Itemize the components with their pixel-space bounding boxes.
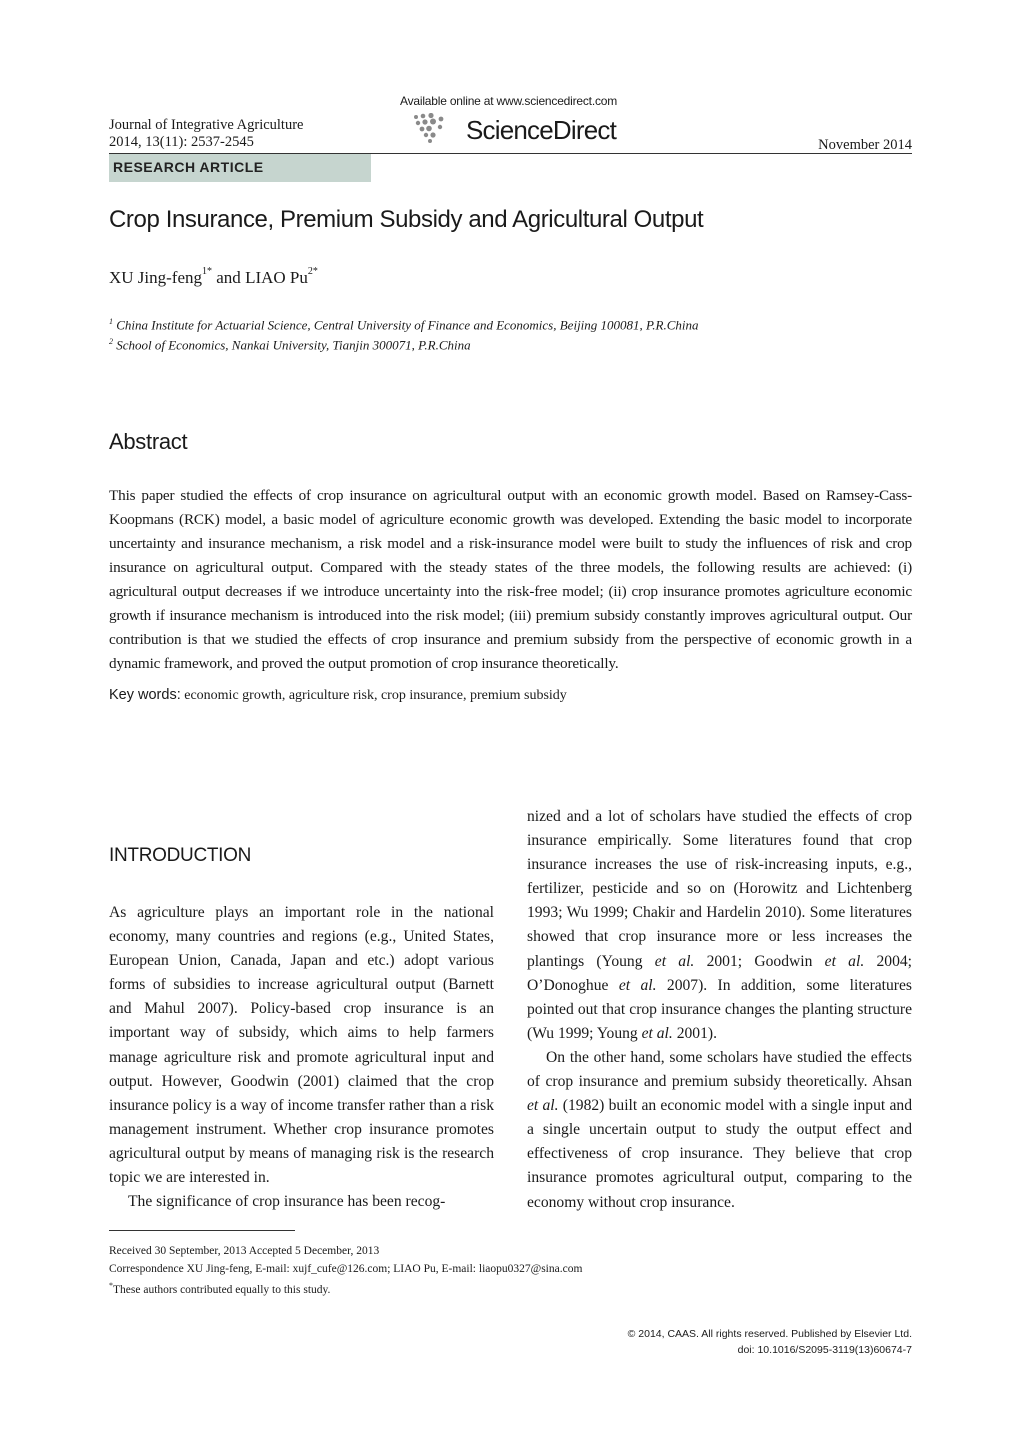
affiliation-number: 1 — [109, 317, 113, 326]
affiliation-1 — [109, 317, 699, 333]
introduction-heading: INTRODUCTION — [109, 845, 252, 866]
affiliation-2 — [109, 337, 471, 353]
publication-date: November 2014 — [818, 137, 912, 153]
text-run: 2001). — [672, 1024, 717, 1042]
paragraph: The significance of crop insurance has been recog- — [128, 1193, 446, 1211]
journal-issue: 2014, 13(11): 2537-2545 — [109, 134, 254, 150]
paragraph: As agriculture plays an important role in the national economy, many countries and regions (e.g., United States, European Union, Canada, Japan and etc.) adopt various forms of subsidies to increase agricultural output (Barnett and Mahul 2007). Policy-based crop insurance is an important way of subsidy, which aims to help farmers manage agriculture risk and promote agricultural input and output. However, Goodwin (2001) claimed that the crop insurance policy is a way of income transfer rather than a risk management instrument. Whether crop insurance promotes agricultural output by means of managing risk is the research topic we are interested in. — [109, 904, 494, 1187]
doi: doi: 10.1016/S2095-3119(13)60674-7 — [737, 1344, 912, 1356]
author-affiliation-marker: 1* — [202, 266, 213, 278]
et-al: et al. — [654, 952, 695, 970]
available-online-text: Available online at www.sciencedirect.com — [400, 94, 618, 108]
author-name: XU Jing-feng — [109, 268, 203, 287]
text-run: 2004; O’Donoghue — [527, 952, 912, 994]
abstract-heading: Abstract — [109, 429, 188, 454]
paragraph — [527, 1046, 912, 1215]
et-al: et al. — [527, 1097, 559, 1115]
sciencedirect-logo-icon — [412, 113, 452, 145]
journal-name: Journal of Integrative Agriculture — [109, 117, 304, 133]
text-run: nized and a lot of scholars have studied the effects of crop insurance empirically. Some literatures found that crop insurance increases the use of risk-increasing inputs, e.g., fertilizer, pesticide and so on (Horowitz and Lichtenberg 1993; Wu 1999; Chakir and Hardelin 2010). Some literatures showed that crop insurance more or less increases the plantings (Young — [527, 808, 912, 970]
keywords-label: Key words: — [109, 687, 181, 703]
affiliation-text: China Institute for Actuarial Science, Central University of Finance and Economics, Beijing 100081, P.R.China — [116, 317, 699, 333]
keywords-list: economic growth, agriculture risk, crop insurance, premium subsidy — [180, 688, 567, 703]
text-run: (1982) built an economic model with a single input and a single uncertain output to study the output effect and effectiveness of crop insurance. They believe that crop insurance promotes agricultural output, comparing to the economy without crop insurance. — [527, 1097, 912, 1211]
affiliation-number: 2 — [109, 337, 113, 346]
correspondence-note: Correspondence XU Jing-feng, E-mail: xujf_cufe@126.com; LIAO Pu, E-mail: liaopu0327@sina.com — [109, 1263, 583, 1275]
left-column — [109, 901, 494, 1214]
author-affiliation-marker: 2* — [307, 266, 318, 278]
keywords — [109, 687, 912, 704]
text-run: 2001; Goodwin — [694, 952, 825, 970]
equal-contribution-note — [109, 1281, 330, 1296]
author-conjunction: and — [212, 268, 246, 287]
paragraph — [527, 805, 912, 1046]
footnote-marker: * — [109, 1281, 113, 1290]
et-al: et al. — [618, 976, 657, 994]
abstract-text: This paper studied the effects of crop insurance on agricultural output with an economic growth model. Based on Ramsey-Cass-Koopmans (RCK) model, a basic model of agriculture economic growth was developed. Extending the basic model to incorporate uncertainty and insurance mechanism, a risk model and a risk-insurance model were built to study the influences of risk and crop insurance on agricultural output. Compared with the steady states of the three models, the following results are achieved: (i) agricultural output decreases if we introduce uncertainty into the risk-free model; (ii) crop insurance promotes agriculture economic growth if insurance mechanism is introduced into the risk model; (iii) premium subsidy constantly improves agricultural output. Our contribution is that we studied the effects of crop insurance and premium subsidy from the perspective of economic growth in a dynamic framework, and proved the output promotion of crop insurance theoretically. — [109, 487, 912, 672]
footnote-text: These authors contributed equally to this study. — [113, 1283, 331, 1296]
et-al: et al. — [824, 952, 865, 970]
right-column — [527, 805, 912, 1215]
author-name: LIAO Pu — [245, 268, 308, 287]
article-type-badge — [109, 154, 371, 182]
article-type-label: RESEARCH ARTICLE — [113, 159, 264, 175]
et-al: et al. — [641, 1024, 673, 1042]
text-run: 2007). In addition, some literatures pointed out that crop insurance changes the planting structure (Wu 1999; Young — [527, 976, 912, 1042]
received-accepted-dates: Received 30 September, 2013 Accepted 5 December, 2013 — [109, 1245, 380, 1257]
footnote-rule — [109, 1230, 295, 1231]
affiliation-text: School of Economics, Nankai University, Tianjin 300071, P.R.China — [116, 337, 471, 353]
sciencedirect-logo-text: ScienceDirect — [466, 115, 616, 145]
copyright-notice: © 2014, CAAS. All rights reserved. Published by Elsevier Ltd. — [627, 1328, 912, 1340]
article-title: Crop Insurance, Premium Subsidy and Agricultural Output — [109, 206, 704, 233]
author-list — [109, 268, 318, 288]
text-run: On the other hand, some scholars have studied the effects of crop insurance and premium subsidy theoretically. Ahsan — [527, 1048, 912, 1091]
